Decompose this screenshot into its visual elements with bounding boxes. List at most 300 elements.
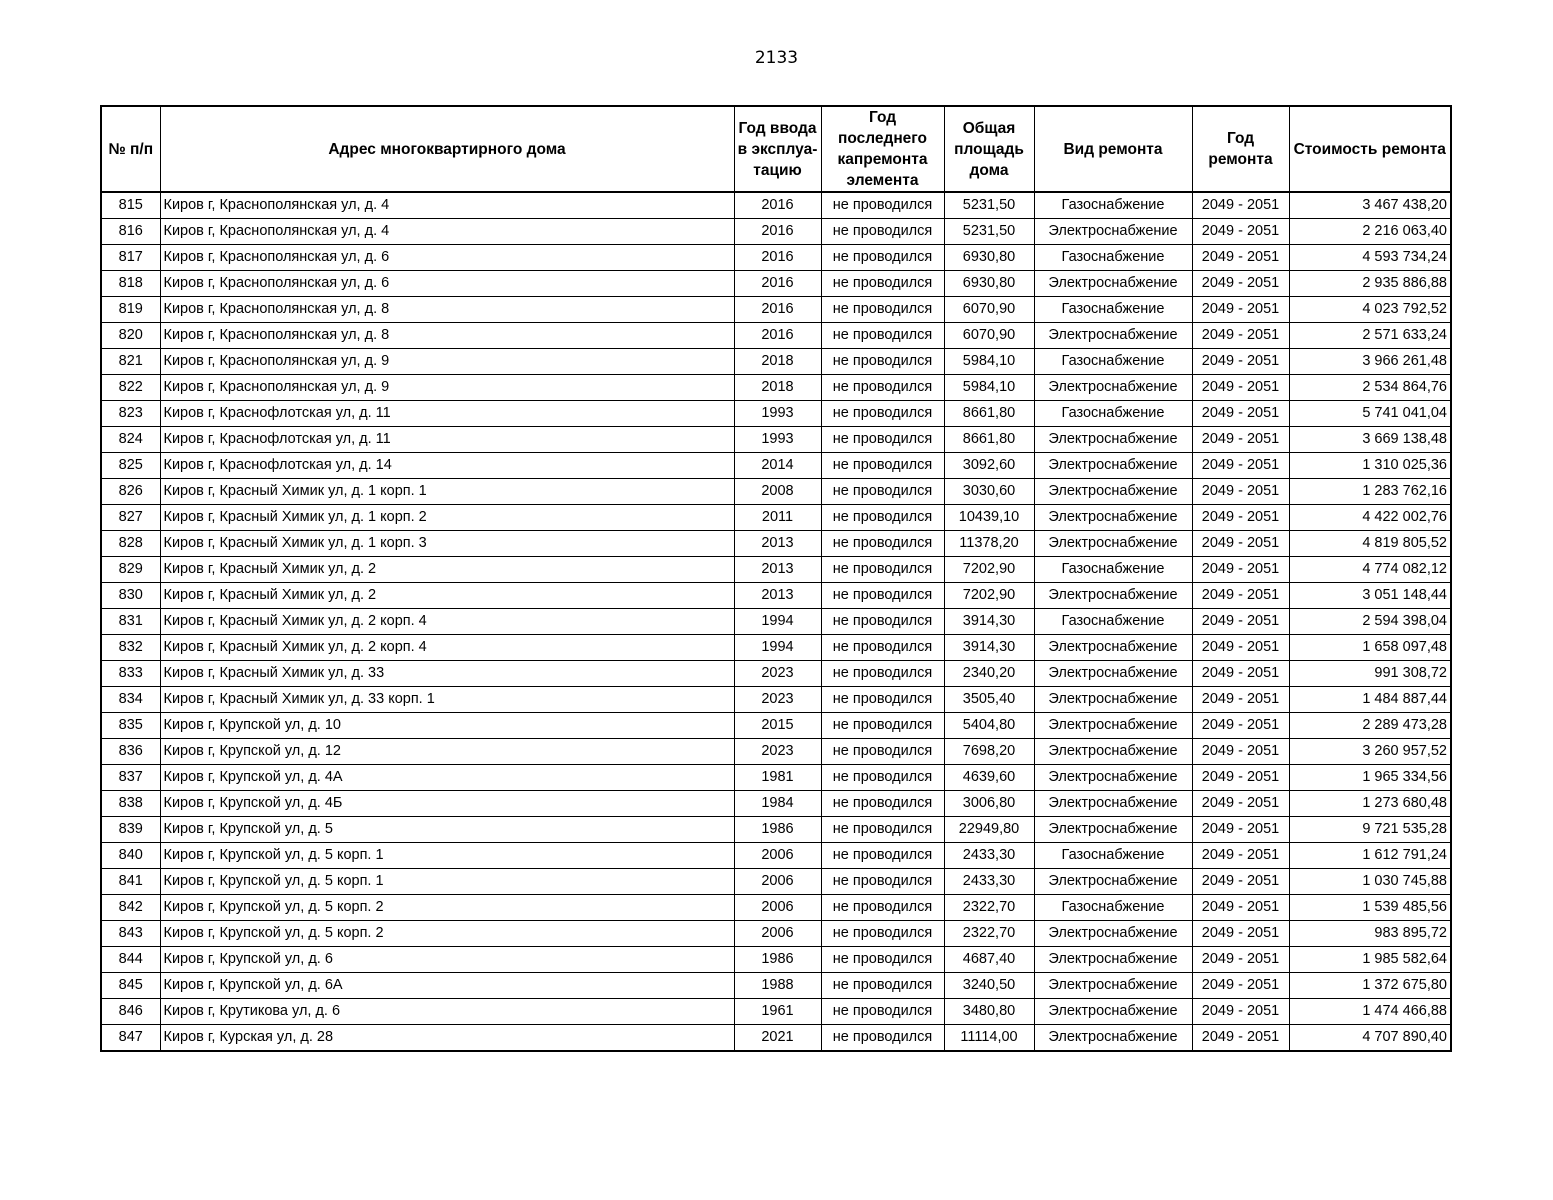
cell-repair-period: 2049 - 2051 bbox=[1192, 609, 1289, 635]
cell-area: 6930,80 bbox=[944, 271, 1034, 297]
table-row bbox=[101, 895, 1451, 921]
cell-repair-period: 2049 - 2051 bbox=[1192, 557, 1289, 583]
cell-cost: 2 534 864,76 bbox=[1289, 375, 1451, 401]
cell-num: 817 bbox=[101, 245, 160, 271]
cell-repair-period: 2049 - 2051 bbox=[1192, 713, 1289, 739]
cell-last-repair: не проводился bbox=[821, 245, 944, 271]
cell-last-repair: не проводился bbox=[821, 219, 944, 245]
cell-cost: 2 571 633,24 bbox=[1289, 323, 1451, 349]
cell-repair-period: 2049 - 2051 bbox=[1192, 921, 1289, 947]
cell-address: Киров г, Красный Химик ул, д. 1 корп. 3 bbox=[160, 531, 734, 557]
cell-year-built: 2023 bbox=[734, 687, 821, 713]
cell-repair-period: 2049 - 2051 bbox=[1192, 947, 1289, 973]
cell-repair-type: Электроснабжение bbox=[1034, 713, 1192, 739]
cell-year-built: 1984 bbox=[734, 791, 821, 817]
cell-repair-type: Электроснабжение bbox=[1034, 1025, 1192, 1052]
cell-repair-period: 2049 - 2051 bbox=[1192, 453, 1289, 479]
cell-last-repair: не проводился bbox=[821, 687, 944, 713]
cell-cost: 9 721 535,28 bbox=[1289, 817, 1451, 843]
cell-address: Киров г, Крупской ул, д. 5 корп. 2 bbox=[160, 921, 734, 947]
cell-area: 5231,50 bbox=[944, 219, 1034, 245]
cell-repair-period: 2049 - 2051 bbox=[1192, 531, 1289, 557]
cell-cost: 2 594 398,04 bbox=[1289, 609, 1451, 635]
cell-repair-type: Газоснабжение bbox=[1034, 349, 1192, 375]
cell-cost: 4 819 805,52 bbox=[1289, 531, 1451, 557]
table-row bbox=[101, 869, 1451, 895]
table-row bbox=[101, 609, 1451, 635]
cell-repair-period: 2049 - 2051 bbox=[1192, 583, 1289, 609]
cell-num: 842 bbox=[101, 895, 160, 921]
cell-last-repair: не проводился bbox=[821, 921, 944, 947]
cell-year-built: 2016 bbox=[734, 323, 821, 349]
cell-repair-type: Электроснабжение bbox=[1034, 635, 1192, 661]
table-row bbox=[101, 661, 1451, 687]
table-row bbox=[101, 973, 1451, 999]
cell-repair-type: Газоснабжение bbox=[1034, 245, 1192, 271]
cell-repair-type: Газоснабжение bbox=[1034, 192, 1192, 219]
cell-num: 821 bbox=[101, 349, 160, 375]
cell-address: Киров г, Крупской ул, д. 10 bbox=[160, 713, 734, 739]
cell-num: 831 bbox=[101, 609, 160, 635]
cell-repair-type: Газоснабжение bbox=[1034, 609, 1192, 635]
cell-num: 843 bbox=[101, 921, 160, 947]
table-row bbox=[101, 1025, 1451, 1052]
cell-repair-period: 2049 - 2051 bbox=[1192, 323, 1289, 349]
cell-num: 826 bbox=[101, 479, 160, 505]
cell-address: Киров г, Красный Химик ул, д. 2 bbox=[160, 583, 734, 609]
cell-num: 816 bbox=[101, 219, 160, 245]
cell-year-built: 2006 bbox=[734, 895, 821, 921]
cell-num: 841 bbox=[101, 869, 160, 895]
cell-last-repair: не проводился bbox=[821, 192, 944, 219]
cell-area: 3480,80 bbox=[944, 999, 1034, 1025]
cell-area: 6070,90 bbox=[944, 323, 1034, 349]
cell-repair-type: Газоснабжение bbox=[1034, 401, 1192, 427]
cell-cost: 991 308,72 bbox=[1289, 661, 1451, 687]
cell-year-built: 1981 bbox=[734, 765, 821, 791]
cell-repair-type: Электроснабжение bbox=[1034, 687, 1192, 713]
cell-area: 7202,90 bbox=[944, 583, 1034, 609]
cell-address: Киров г, Крупской ул, д. 5 корп. 2 bbox=[160, 895, 734, 921]
cell-last-repair: не проводился bbox=[821, 349, 944, 375]
header-address: Адрес многоквартирного дома bbox=[160, 106, 734, 192]
table-row bbox=[101, 219, 1451, 245]
cell-repair-period: 2049 - 2051 bbox=[1192, 635, 1289, 661]
cell-area: 11378,20 bbox=[944, 531, 1034, 557]
table-row bbox=[101, 739, 1451, 765]
cell-repair-type: Электроснабжение bbox=[1034, 505, 1192, 531]
cell-address: Киров г, Краснополянская ул, д. 6 bbox=[160, 245, 734, 271]
table-row bbox=[101, 453, 1451, 479]
cell-year-built: 2011 bbox=[734, 505, 821, 531]
cell-repair-type: Электроснабжение bbox=[1034, 661, 1192, 687]
cell-cost: 1 965 334,56 bbox=[1289, 765, 1451, 791]
cell-repair-type: Электроснабжение bbox=[1034, 791, 1192, 817]
cell-area: 4687,40 bbox=[944, 947, 1034, 973]
table-row bbox=[101, 999, 1451, 1025]
cell-last-repair: не проводился bbox=[821, 427, 944, 453]
cell-cost: 3 467 438,20 bbox=[1289, 192, 1451, 219]
cell-repair-type: Электроснабжение bbox=[1034, 817, 1192, 843]
table-row bbox=[101, 245, 1451, 271]
header-repair-type: Вид ремонта bbox=[1034, 106, 1192, 192]
cell-repair-type: Электроснабжение bbox=[1034, 739, 1192, 765]
cell-cost: 983 895,72 bbox=[1289, 921, 1451, 947]
cell-num: 834 bbox=[101, 687, 160, 713]
cell-num: 820 bbox=[101, 323, 160, 349]
cell-address: Киров г, Красный Химик ул, д. 1 корп. 2 bbox=[160, 505, 734, 531]
cell-cost: 4 023 792,52 bbox=[1289, 297, 1451, 323]
cell-repair-type: Электроснабжение bbox=[1034, 427, 1192, 453]
cell-cost: 1 372 675,80 bbox=[1289, 973, 1451, 999]
cell-num: 844 bbox=[101, 947, 160, 973]
cell-year-built: 2016 bbox=[734, 297, 821, 323]
cell-repair-type: Электроснабжение bbox=[1034, 999, 1192, 1025]
cell-last-repair: не проводился bbox=[821, 531, 944, 557]
cell-year-built: 2016 bbox=[734, 219, 821, 245]
cell-cost: 2 289 473,28 bbox=[1289, 713, 1451, 739]
table-row bbox=[101, 687, 1451, 713]
cell-repair-period: 2049 - 2051 bbox=[1192, 375, 1289, 401]
cell-num: 822 bbox=[101, 375, 160, 401]
cell-area: 4639,60 bbox=[944, 765, 1034, 791]
cell-repair-period: 2049 - 2051 bbox=[1192, 791, 1289, 817]
cell-num: 840 bbox=[101, 843, 160, 869]
cell-repair-type: Электроснабжение bbox=[1034, 323, 1192, 349]
cell-year-built: 2015 bbox=[734, 713, 821, 739]
header-repair-period: Год ремонта bbox=[1192, 106, 1289, 192]
table-header bbox=[101, 106, 1451, 192]
cell-repair-period: 2049 - 2051 bbox=[1192, 479, 1289, 505]
cell-cost: 1 484 887,44 bbox=[1289, 687, 1451, 713]
cell-last-repair: не проводился bbox=[821, 713, 944, 739]
cell-cost: 4 707 890,40 bbox=[1289, 1025, 1451, 1052]
cell-last-repair: не проводился bbox=[821, 999, 944, 1025]
cell-address: Киров г, Краснополянская ул, д. 9 bbox=[160, 375, 734, 401]
cell-address: Киров г, Красный Химик ул, д. 2 bbox=[160, 557, 734, 583]
cell-year-built: 1986 bbox=[734, 817, 821, 843]
cell-area: 7202,90 bbox=[944, 557, 1034, 583]
cell-num: 839 bbox=[101, 817, 160, 843]
cell-area: 3914,30 bbox=[944, 609, 1034, 635]
cell-cost: 1 283 762,16 bbox=[1289, 479, 1451, 505]
cell-last-repair: не проводился bbox=[821, 297, 944, 323]
cell-area: 2433,30 bbox=[944, 843, 1034, 869]
cell-area: 3030,60 bbox=[944, 479, 1034, 505]
cell-address: Киров г, Крупской ул, д. 6А bbox=[160, 973, 734, 999]
cell-year-built: 2013 bbox=[734, 583, 821, 609]
cell-cost: 1 539 485,56 bbox=[1289, 895, 1451, 921]
cell-address: Киров г, Краснофлотская ул, д. 14 bbox=[160, 453, 734, 479]
cell-last-repair: не проводился bbox=[821, 843, 944, 869]
cell-address: Киров г, Крупской ул, д. 4А bbox=[160, 765, 734, 791]
cell-year-built: 1994 bbox=[734, 635, 821, 661]
cell-last-repair: не проводился bbox=[821, 661, 944, 687]
table-row bbox=[101, 635, 1451, 661]
cell-year-built: 2023 bbox=[734, 661, 821, 687]
cell-repair-type: Газоснабжение bbox=[1034, 895, 1192, 921]
cell-area: 2322,70 bbox=[944, 921, 1034, 947]
cell-area: 6070,90 bbox=[944, 297, 1034, 323]
cell-cost: 2 216 063,40 bbox=[1289, 219, 1451, 245]
cell-num: 835 bbox=[101, 713, 160, 739]
cell-repair-type: Электроснабжение bbox=[1034, 973, 1192, 999]
header-year-built: Год ввода в эксплуа-тацию bbox=[734, 106, 821, 192]
cell-repair-period: 2049 - 2051 bbox=[1192, 297, 1289, 323]
cell-address: Киров г, Курская ул, д. 28 bbox=[160, 1025, 734, 1052]
cell-repair-period: 2049 - 2051 bbox=[1192, 973, 1289, 999]
cell-repair-type: Электроснабжение bbox=[1034, 765, 1192, 791]
cell-last-repair: не проводился bbox=[821, 479, 944, 505]
cell-repair-type: Газоснабжение bbox=[1034, 557, 1192, 583]
cell-repair-period: 2049 - 2051 bbox=[1192, 427, 1289, 453]
cell-address: Киров г, Красный Химик ул, д. 33 корп. 1 bbox=[160, 687, 734, 713]
cell-cost: 3 051 148,44 bbox=[1289, 583, 1451, 609]
cell-area: 5231,50 bbox=[944, 192, 1034, 219]
cell-repair-period: 2049 - 2051 bbox=[1192, 999, 1289, 1025]
cell-year-built: 2023 bbox=[734, 739, 821, 765]
cell-last-repair: не проводился bbox=[821, 635, 944, 661]
cell-repair-period: 2049 - 2051 bbox=[1192, 271, 1289, 297]
cell-cost: 3 260 957,52 bbox=[1289, 739, 1451, 765]
cell-repair-period: 2049 - 2051 bbox=[1192, 687, 1289, 713]
cell-year-built: 1986 bbox=[734, 947, 821, 973]
cell-area: 11114,00 bbox=[944, 1025, 1034, 1052]
cell-cost: 1 658 097,48 bbox=[1289, 635, 1451, 661]
cell-address: Киров г, Крупской ул, д. 4Б bbox=[160, 791, 734, 817]
cell-last-repair: не проводился bbox=[821, 557, 944, 583]
cell-address: Киров г, Крупской ул, д. 5 корп. 1 bbox=[160, 843, 734, 869]
cell-area: 2340,20 bbox=[944, 661, 1034, 687]
cell-area: 10439,10 bbox=[944, 505, 1034, 531]
cell-repair-type: Электроснабжение bbox=[1034, 921, 1192, 947]
cell-year-built: 1993 bbox=[734, 401, 821, 427]
cell-repair-type: Электроснабжение bbox=[1034, 479, 1192, 505]
cell-cost: 5 741 041,04 bbox=[1289, 401, 1451, 427]
cell-year-built: 1993 bbox=[734, 427, 821, 453]
table-body bbox=[101, 192, 1451, 1051]
cell-address: Киров г, Красный Химик ул, д. 2 корп. 4 bbox=[160, 635, 734, 661]
cell-num: 818 bbox=[101, 271, 160, 297]
cell-area: 3092,60 bbox=[944, 453, 1034, 479]
table-row bbox=[101, 271, 1451, 297]
cell-address: Киров г, Крупской ул, д. 6 bbox=[160, 947, 734, 973]
cell-address: Киров г, Красный Химик ул, д. 1 корп. 1 bbox=[160, 479, 734, 505]
cell-area: 3006,80 bbox=[944, 791, 1034, 817]
table-row bbox=[101, 505, 1451, 531]
cell-repair-period: 2049 - 2051 bbox=[1192, 505, 1289, 531]
table-row bbox=[101, 297, 1451, 323]
cell-area: 22949,80 bbox=[944, 817, 1034, 843]
cell-area: 3914,30 bbox=[944, 635, 1034, 661]
cell-last-repair: не проводился bbox=[821, 505, 944, 531]
cell-area: 2433,30 bbox=[944, 869, 1034, 895]
cell-cost: 3 966 261,48 bbox=[1289, 349, 1451, 375]
cell-year-built: 2021 bbox=[734, 1025, 821, 1052]
cell-address: Киров г, Краснополянская ул, д. 8 bbox=[160, 323, 734, 349]
cell-year-built: 2014 bbox=[734, 453, 821, 479]
table-row bbox=[101, 479, 1451, 505]
cell-year-built: 2006 bbox=[734, 921, 821, 947]
cell-repair-period: 2049 - 2051 bbox=[1192, 219, 1289, 245]
cell-area: 8661,80 bbox=[944, 427, 1034, 453]
table-row bbox=[101, 427, 1451, 453]
table-row bbox=[101, 817, 1451, 843]
cell-repair-type: Электроснабжение bbox=[1034, 271, 1192, 297]
cell-num: 823 bbox=[101, 401, 160, 427]
cell-num: 825 bbox=[101, 453, 160, 479]
cell-address: Киров г, Краснофлотская ул, д. 11 bbox=[160, 427, 734, 453]
table-row bbox=[101, 765, 1451, 791]
cell-cost: 1 474 466,88 bbox=[1289, 999, 1451, 1025]
table-row bbox=[101, 947, 1451, 973]
cell-last-repair: не проводился bbox=[821, 323, 944, 349]
cell-address: Киров г, Красный Химик ул, д. 33 bbox=[160, 661, 734, 687]
cell-year-built: 2006 bbox=[734, 869, 821, 895]
repair-table bbox=[100, 105, 1452, 1052]
cell-num: 847 bbox=[101, 1025, 160, 1052]
cell-area: 7698,20 bbox=[944, 739, 1034, 765]
cell-address: Киров г, Краснополянская ул, д. 8 bbox=[160, 297, 734, 323]
cell-cost: 2 935 886,88 bbox=[1289, 271, 1451, 297]
cell-address: Киров г, Краснофлотская ул, д. 11 bbox=[160, 401, 734, 427]
cell-year-built: 1988 bbox=[734, 973, 821, 999]
cell-year-built: 1994 bbox=[734, 609, 821, 635]
table-row bbox=[101, 843, 1451, 869]
cell-address: Киров г, Краснополянская ул, д. 9 bbox=[160, 349, 734, 375]
cell-num: 824 bbox=[101, 427, 160, 453]
cell-num: 815 bbox=[101, 192, 160, 219]
table-row bbox=[101, 583, 1451, 609]
cell-repair-period: 2049 - 2051 bbox=[1192, 843, 1289, 869]
cell-repair-period: 2049 - 2051 bbox=[1192, 895, 1289, 921]
cell-repair-type: Газоснабжение bbox=[1034, 297, 1192, 323]
header-num: № п/п bbox=[101, 106, 160, 192]
cell-num: 819 bbox=[101, 297, 160, 323]
table-row bbox=[101, 921, 1451, 947]
cell-num: 846 bbox=[101, 999, 160, 1025]
cell-area: 8661,80 bbox=[944, 401, 1034, 427]
cell-last-repair: не проводился bbox=[821, 401, 944, 427]
cell-repair-period: 2049 - 2051 bbox=[1192, 765, 1289, 791]
cell-num: 836 bbox=[101, 739, 160, 765]
cell-repair-type: Электроснабжение bbox=[1034, 531, 1192, 557]
cell-address: Киров г, Краснополянская ул, д. 4 bbox=[160, 192, 734, 219]
cell-repair-type: Электроснабжение bbox=[1034, 375, 1192, 401]
cell-repair-period: 2049 - 2051 bbox=[1192, 349, 1289, 375]
cell-year-built: 2013 bbox=[734, 557, 821, 583]
cell-repair-type: Электроснабжение bbox=[1034, 947, 1192, 973]
cell-address: Киров г, Краснополянская ул, д. 6 bbox=[160, 271, 734, 297]
cell-last-repair: не проводился bbox=[821, 375, 944, 401]
cell-repair-period: 2049 - 2051 bbox=[1192, 817, 1289, 843]
cell-year-built: 2016 bbox=[734, 245, 821, 271]
table-row bbox=[101, 349, 1451, 375]
cell-num: 837 bbox=[101, 765, 160, 791]
cell-year-built: 1961 bbox=[734, 999, 821, 1025]
cell-last-repair: не проводился bbox=[821, 817, 944, 843]
cell-num: 833 bbox=[101, 661, 160, 687]
cell-num: 830 bbox=[101, 583, 160, 609]
cell-address: Киров г, Крутикова ул, д. 6 bbox=[160, 999, 734, 1025]
cell-repair-period: 2049 - 2051 bbox=[1192, 1025, 1289, 1052]
cell-num: 827 bbox=[101, 505, 160, 531]
cell-last-repair: не проводился bbox=[821, 869, 944, 895]
header-last-repair: Год последнего капремонта элемента bbox=[821, 106, 944, 192]
cell-area: 6930,80 bbox=[944, 245, 1034, 271]
cell-year-built: 2013 bbox=[734, 531, 821, 557]
cell-year-built: 2016 bbox=[734, 271, 821, 297]
cell-last-repair: не проводился bbox=[821, 895, 944, 921]
cell-last-repair: не проводился bbox=[821, 947, 944, 973]
cell-cost: 1 985 582,64 bbox=[1289, 947, 1451, 973]
cell-last-repair: не проводился bbox=[821, 583, 944, 609]
table-row bbox=[101, 557, 1451, 583]
cell-address: Киров г, Крупской ул, д. 5 bbox=[160, 817, 734, 843]
cell-repair-type: Электроснабжение bbox=[1034, 453, 1192, 479]
cell-repair-period: 2049 - 2051 bbox=[1192, 401, 1289, 427]
cell-repair-period: 2049 - 2051 bbox=[1192, 192, 1289, 219]
table-row bbox=[101, 531, 1451, 557]
table-row bbox=[101, 401, 1451, 427]
cell-year-built: 2018 bbox=[734, 349, 821, 375]
table-row bbox=[101, 323, 1451, 349]
cell-repair-type: Газоснабжение bbox=[1034, 843, 1192, 869]
cell-num: 838 bbox=[101, 791, 160, 817]
cell-last-repair: не проводился bbox=[821, 791, 944, 817]
page-number: 2133 bbox=[754, 48, 799, 68]
cell-area: 3505,40 bbox=[944, 687, 1034, 713]
table-row bbox=[101, 375, 1451, 401]
cell-cost: 1 030 745,88 bbox=[1289, 869, 1451, 895]
cell-repair-period: 2049 - 2051 bbox=[1192, 739, 1289, 765]
cell-repair-period: 2049 - 2051 bbox=[1192, 869, 1289, 895]
cell-cost: 4 593 734,24 bbox=[1289, 245, 1451, 271]
cell-area: 3240,50 bbox=[944, 973, 1034, 999]
cell-repair-type: Электроснабжение bbox=[1034, 869, 1192, 895]
cell-cost: 1 310 025,36 bbox=[1289, 453, 1451, 479]
cell-year-built: 2008 bbox=[734, 479, 821, 505]
cell-last-repair: не проводился bbox=[821, 765, 944, 791]
cell-cost: 3 669 138,48 bbox=[1289, 427, 1451, 453]
cell-last-repair: не проводился bbox=[821, 609, 944, 635]
cell-num: 828 bbox=[101, 531, 160, 557]
cell-repair-period: 2049 - 2051 bbox=[1192, 661, 1289, 687]
cell-last-repair: не проводился bbox=[821, 973, 944, 999]
cell-year-built: 2006 bbox=[734, 843, 821, 869]
cell-cost: 4 774 082,12 bbox=[1289, 557, 1451, 583]
header-area: Общая площадь дома bbox=[944, 106, 1034, 192]
cell-area: 5984,10 bbox=[944, 375, 1034, 401]
table-row bbox=[101, 713, 1451, 739]
cell-num: 845 bbox=[101, 973, 160, 999]
cell-last-repair: не проводился bbox=[821, 453, 944, 479]
cell-cost: 1 273 680,48 bbox=[1289, 791, 1451, 817]
table-row bbox=[101, 791, 1451, 817]
cell-address: Киров г, Красный Химик ул, д. 2 корп. 4 bbox=[160, 609, 734, 635]
cell-repair-type: Электроснабжение bbox=[1034, 583, 1192, 609]
cell-address: Киров г, Крупской ул, д. 12 bbox=[160, 739, 734, 765]
cell-year-built: 2018 bbox=[734, 375, 821, 401]
cell-last-repair: не проводился bbox=[821, 1025, 944, 1052]
cell-cost: 4 422 002,76 bbox=[1289, 505, 1451, 531]
cell-address: Киров г, Краснополянская ул, д. 4 bbox=[160, 219, 734, 245]
cell-last-repair: не проводился bbox=[821, 739, 944, 765]
cell-num: 829 bbox=[101, 557, 160, 583]
header-row bbox=[101, 106, 1451, 192]
cell-area: 5404,80 bbox=[944, 713, 1034, 739]
cell-year-built: 2016 bbox=[734, 192, 821, 219]
